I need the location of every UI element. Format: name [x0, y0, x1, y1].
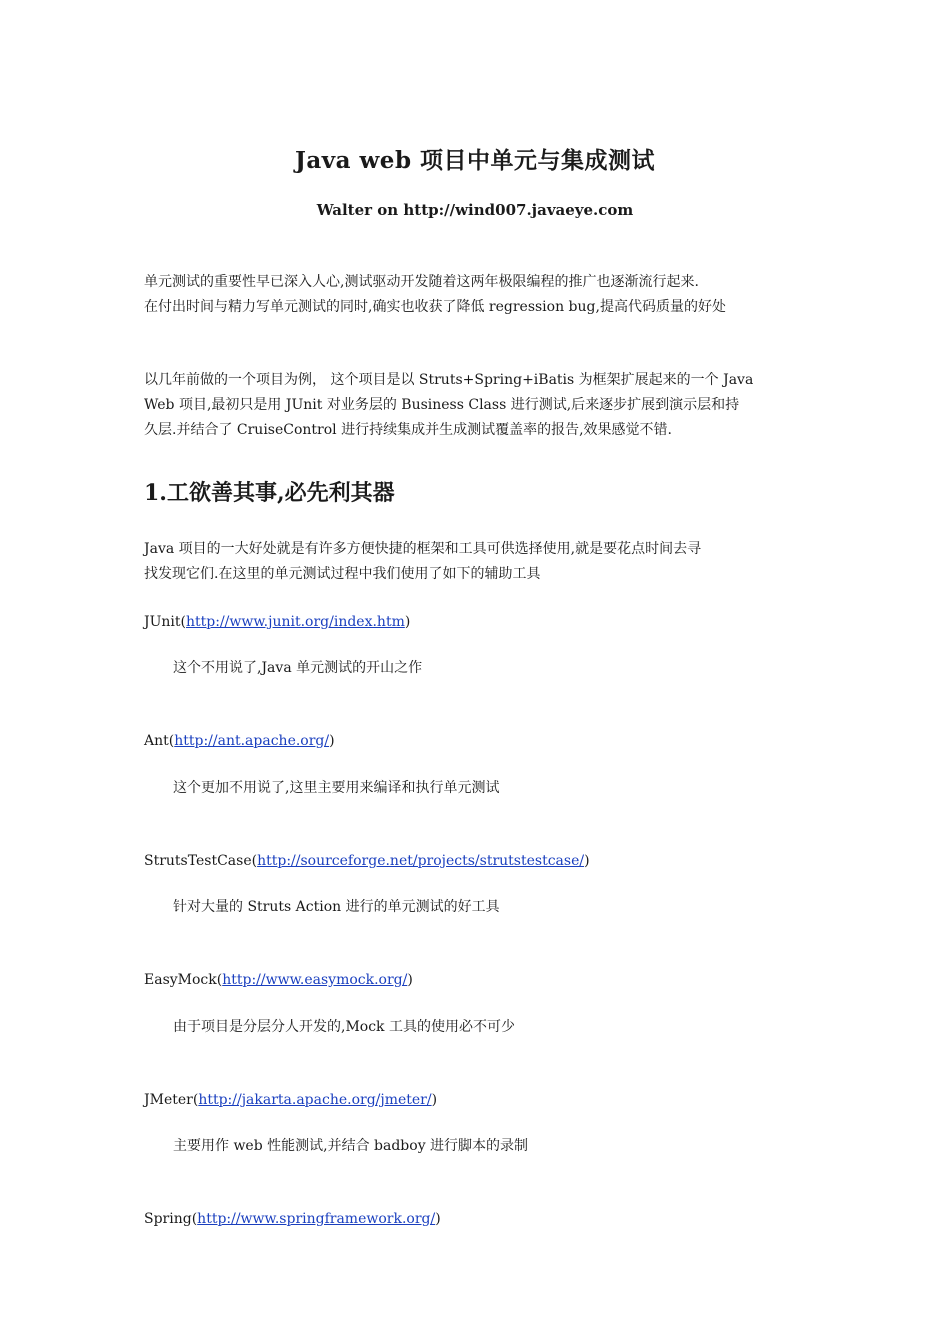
tool-entry-ant: Ant(http://ant.apache.org/) [144, 733, 335, 749]
tool-name: JMeter [144, 1092, 193, 1108]
project-line: 以几年前做的一个项目为例， 这个项目是以 Struts+Spring+iBatis 为框架扩展起来的一个 Java [144, 372, 754, 388]
section-heading: 1.工欲善其事,必先利其器 [144, 480, 395, 506]
intro-line: 在付出时间与精力写单元测试的同时,确实也收获了降低 regression bug,提高代码质量的好处 [144, 299, 726, 315]
tool-entry-junit: JUnit(http://www.junit.org/index.htm) [144, 614, 411, 630]
author-line: Walter on http://wind007.javaeye.com [316, 201, 634, 219]
project-paragraph [144, 368, 808, 443]
tool-entry-jmeter: JMeter(http://jakarta.apache.org/jmeter/) [144, 1092, 438, 1108]
tool-link[interactable]: http://ant.apache.org/ [174, 733, 330, 749]
tool-description: 这个更加不用说了,这里主要用来编译和执行单元测试 [173, 780, 500, 796]
tool-entry-spring: Spring(http://www.springframework.org/) [144, 1211, 441, 1227]
tool-description: 主要用作 web 性能测试,并结合 badboy 进行脚本的录制 [173, 1138, 529, 1154]
tool-link[interactable]: http://jakarta.apache.org/jmeter/ [198, 1092, 432, 1108]
tool-link[interactable]: http://www.springframework.org/ [197, 1211, 436, 1227]
tool-name: JUnit [144, 614, 181, 630]
project-line: 久层.并结合了 CruiseControl 进行持续集成并生成测试覆盖率的报告,效果感觉不错. [144, 422, 672, 438]
tool-description: 针对大量的 Struts Action 进行的单元测试的好工具 [173, 899, 500, 915]
intro-paragraph [144, 270, 808, 320]
section1-intro-line: 找发现它们.在这里的单元测试过程中我们使用了如下的辅助工具 [144, 566, 541, 582]
tool-name: Ant [144, 733, 169, 749]
tool-entry-strutstestcase: StrutsTestCase(http://sourceforge.net/projects/strutstestcase/) [144, 853, 590, 869]
document-title: Java web 项目中单元与集成测试 [294, 147, 656, 174]
tool-entry-easymock: EasyMock(http://www.easymock.org/) [144, 972, 413, 988]
tool-link[interactable]: http://sourceforge.net/projects/strutstestcase/ [257, 853, 585, 869]
section1-intro-line: Java 项目的一大好处就是有许多方便快捷的框架和工具可供选择使用,就是要花点时间去寻 [144, 541, 702, 557]
tool-description: 这个不用说了,Java 单元测试的开山之作 [173, 660, 423, 676]
project-line: Web 项目,最初只是用 JUnit 对业务层的 Business Class 进行测试,后来逐步扩展到演示层和持 [144, 397, 740, 413]
tool-description: 由于项目是分层分人开发的,Mock 工具的使用必不可少 [173, 1019, 515, 1035]
section1-intro-paragraph [144, 537, 808, 587]
tool-name: StrutsTestCase [144, 853, 252, 869]
tool-name: EasyMock [144, 972, 217, 988]
tool-name: Spring [144, 1211, 192, 1227]
tool-link[interactable]: http://www.easymock.org/ [222, 972, 408, 988]
tool-link[interactable]: http://www.junit.org/index.htm [186, 614, 405, 630]
intro-line: 单元测试的重要性早已深入人心,测试驱动开发随着这两年极限编程的推广也逐渐流行起来. [144, 274, 699, 290]
